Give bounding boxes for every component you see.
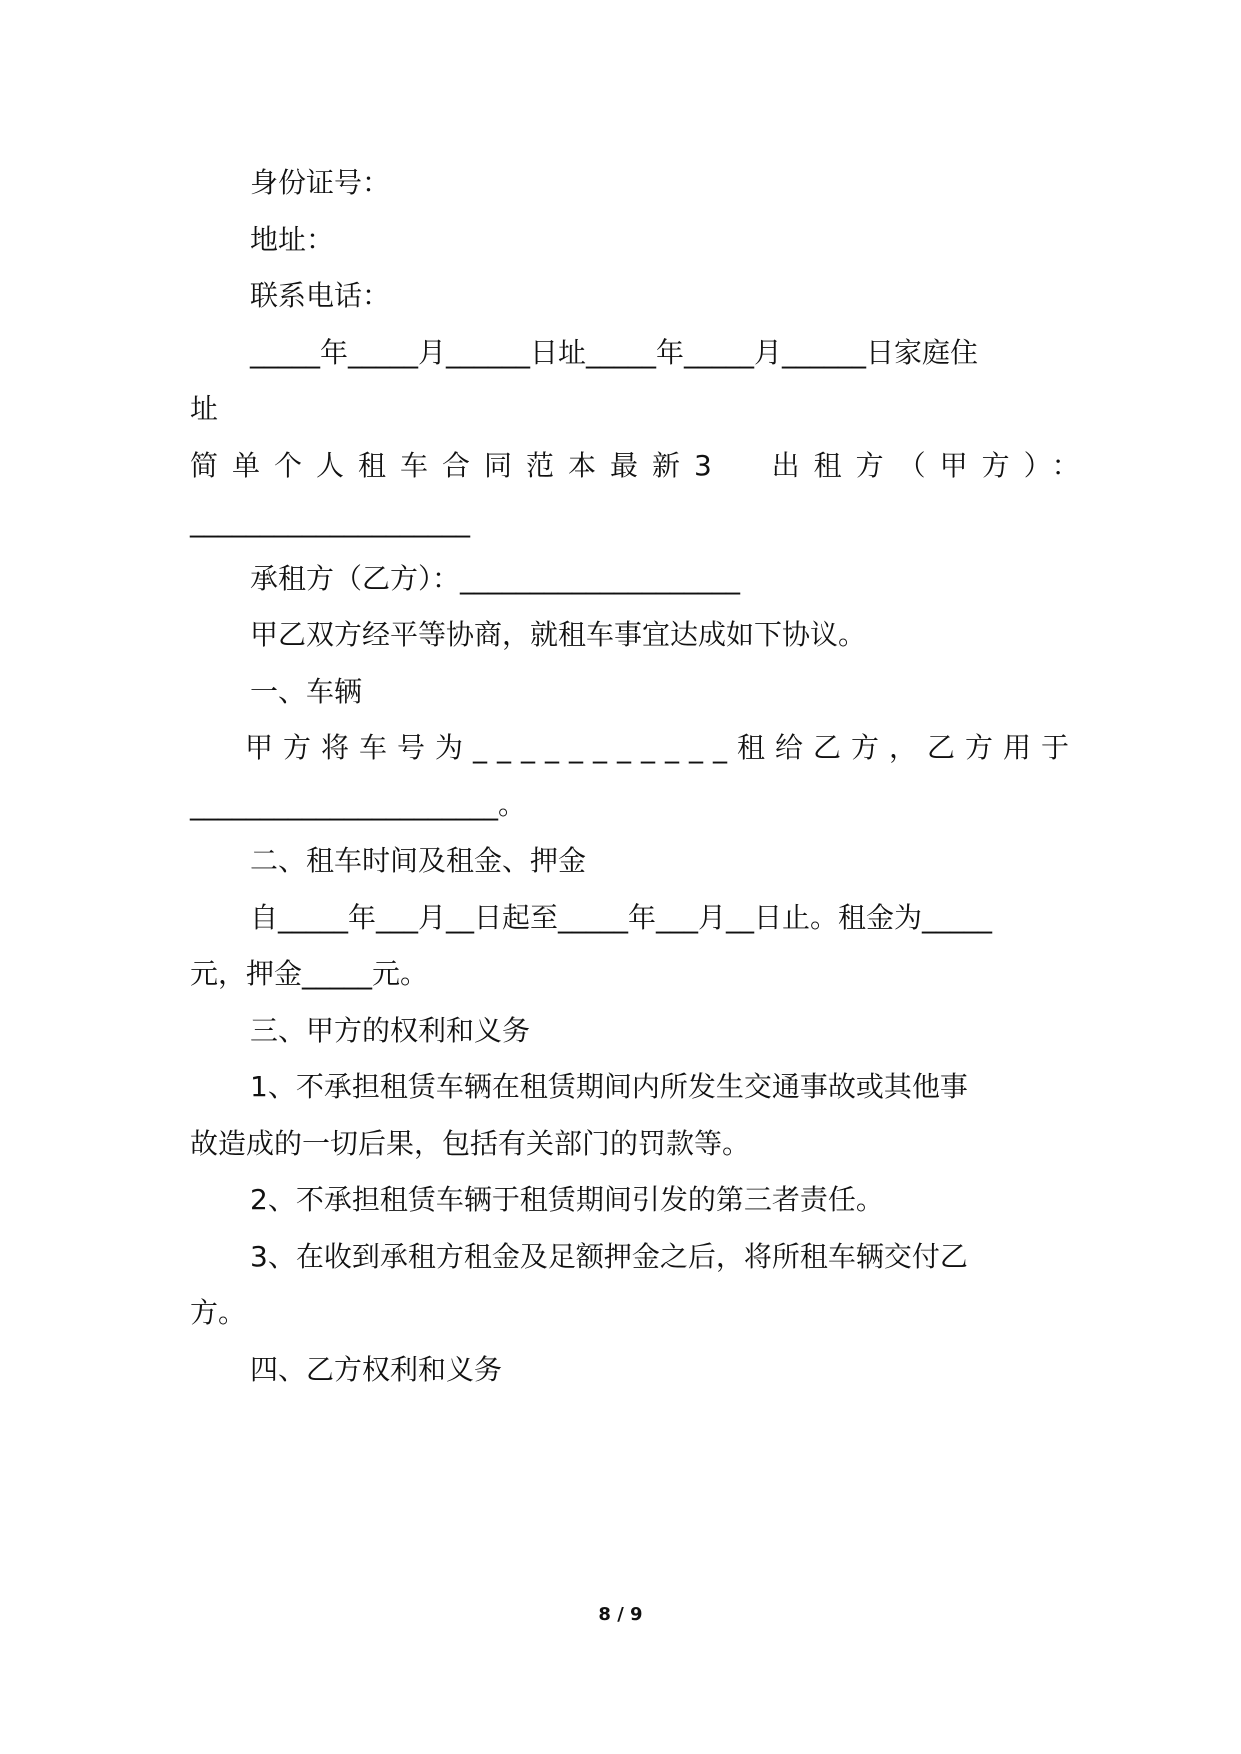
- section-1-text-cont: ______________________。: [190, 788, 527, 821]
- section-3-item-1: 1、不承担租赁车辆在租赁期间内所发生交通事故或其他事: [250, 1070, 968, 1103]
- section-3-item-3-cont: 方。: [190, 1296, 247, 1329]
- section-3-heading: 三、甲方的权利和义务: [250, 1014, 531, 1047]
- section-3-item-3: 3、在收到承租方租金及足额押金之后，将所租车辆交付乙: [250, 1240, 968, 1273]
- section-2-text: 自_____年___月__日起至_____年___月__日止。租金为_____: [250, 901, 993, 934]
- lessee-line: 承租方（乙方）：____________________: [250, 562, 741, 595]
- section-1-heading: 一、车辆: [250, 675, 363, 708]
- section-3-item-1-cont: 故造成的一切后果，包括有关部门的罚款等。: [190, 1127, 751, 1160]
- page-number: 8 / 9: [598, 1604, 643, 1625]
- section-1-text: 甲方将车号为___________租给乙方，乙方用于: [245, 731, 1080, 764]
- section-2-heading: 二、租车时间及租金、押金: [250, 844, 587, 877]
- address-label: 地址：: [250, 223, 335, 256]
- lessor-blank: ____________________: [190, 505, 470, 538]
- date-address-line-cont: 址: [190, 392, 219, 425]
- section-2-text-cont: 元，押金_____元。: [190, 957, 429, 990]
- section-3-item-2: 2、不承担租赁车辆于租赁期间引发的第三者责任。: [250, 1183, 884, 1216]
- section-4-heading: 四、乙方权利和义务: [250, 1353, 503, 1386]
- id-number-label: 身份证号：: [250, 166, 391, 199]
- phone-label: 联系电话：: [250, 279, 391, 312]
- agreement-intro: 甲乙双方经平等协商，就租车事宜达成如下协议。: [250, 618, 867, 651]
- contract-title-lessor: 简单个人租车合同范本最新3 出租方（甲方）：: [190, 449, 1094, 482]
- date-address-line: _____年_____月______日址_____年_____月______日家庭住: [250, 336, 979, 369]
